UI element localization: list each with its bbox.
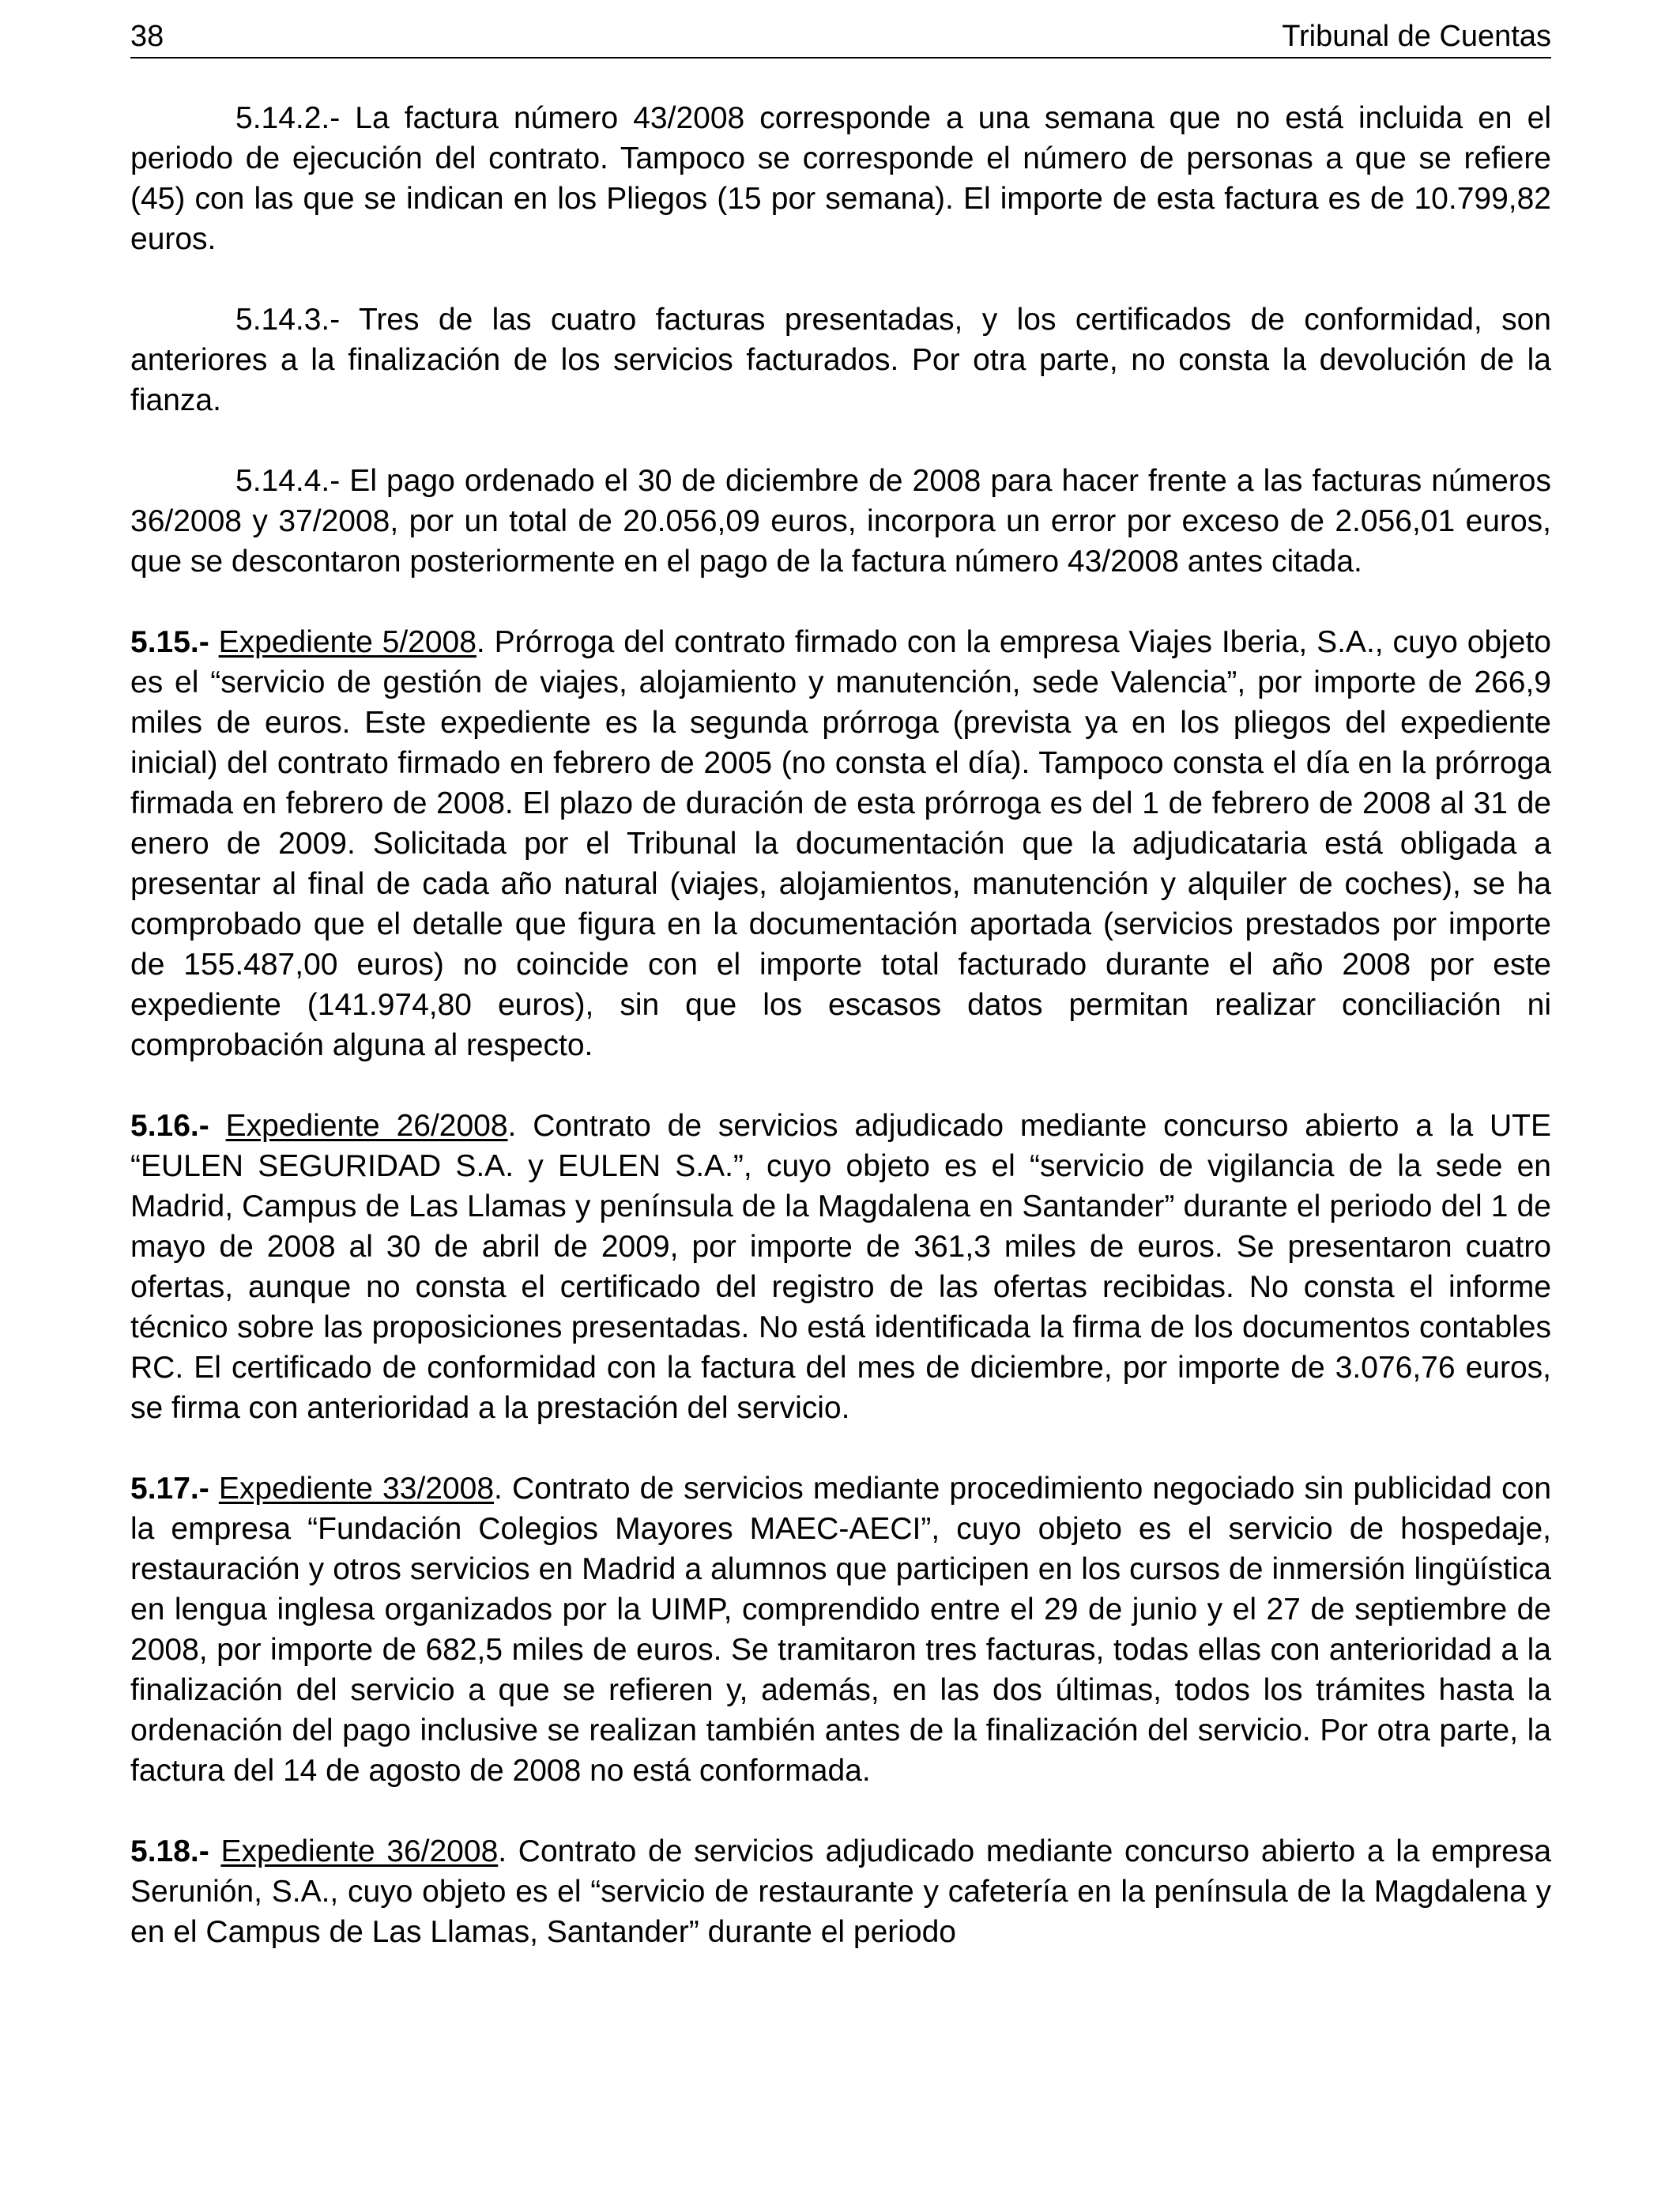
expediente-reference: Expediente 26/2008 xyxy=(225,1109,508,1143)
expediente-reference: Expediente 36/2008 xyxy=(220,1834,499,1868)
page-header xyxy=(130,16,1551,58)
header-title: Tribunal de Cuentas xyxy=(1282,20,1551,53)
paragraph-text: . Contrato de servicios mediante procedimiento negociado sin publicidad con la empresa “Fundación Colegios Mayores MAEC-AECI”, cuyo objeto es el servicio de hospedaje, restauración y otros servicios en Madrid a alumnos que participen en los cursos de inmersión lingüística en lengua inglesa organizados por la UIMP, comprendido entre el 29 de junio y el 27 de septiembre de 2008, por importe de 682,5 miles de euros. Se tramitaron tres facturas, todas ellas con anterioridad a la finalización del servicio a que se refieren y, además, en las dos últimas, todos los trámites hasta la ordenación del pago inclusive se realizan también antes de la finalización del servicio. Por otra parte, la factura del 14 de agosto de 2008 no está conformada. xyxy=(130,1472,1552,1788)
paragraph-5-16 xyxy=(130,1106,1551,1428)
paragraph-5-15 xyxy=(130,622,1551,1065)
paragraph-text: . Contrato de servicios adjudicado mediante concurso abierto a la UTE “EULEN SEGURIDAD S.A. y EULEN S.A.”, cuyo objeto es el “servicio de vigilancia de la sede en Madrid, Campus de Las Llamas y península de la Magdalena en Santander” durante el periodo del 1 de mayo de 2008 al 30 de abril de 2009, por importe de 361,3 miles de euros. Se presentaron cuatro ofertas, aunque no consta el certificado del registro de las ofertas recibidas. No consta el informe técnico sobre las proposiciones presentadas. No está identificada la firma de los documentos contables RC. El certificado de conformidad con la factura del mes de diciembre, por importe de 3.076,76 euros, se firma con anterioridad a la prestación del servicio. xyxy=(130,1109,1552,1425)
page-number: 38 xyxy=(130,20,164,53)
paragraph-5-17 xyxy=(130,1468,1551,1791)
expediente-reference: Expediente 5/2008 xyxy=(218,625,477,659)
document-body xyxy=(130,98,1551,1952)
paragraph-5-14-2: 5.14.2.- La factura número 43/2008 corresponde a una semana que no está incluida en el periodo de ejecución del contrato. Tampoco se corresponde el número de personas a que se refiere (45) con las que se indican en los Pliegos (15 por semana). El importe de esta factura es de 10.799,82 euros. xyxy=(130,101,1551,256)
section-number: 5.18.- xyxy=(130,1834,209,1868)
paragraph-text: . Contrato de servicios adjudicado mediante concurso abierto a la empresa Serunión, S.A., cuyo objeto es el “servicio de restaurante y cafetería en la península de la Magdalena y en el Campus de Las Llamas, Santander” durante el periodo xyxy=(130,1834,1552,1949)
paragraph-5-14-4: 5.14.4.- El pago ordenado el 30 de diciembre de 2008 para hacer frente a las facturas números 36/2008 y 37/2008, por un total de 20.056,09 euros, incorpora un error por exceso de 2.056,01 euros, que se descontaron posteriormente en el pago de la factura número 43/2008 antes citada. xyxy=(130,464,1551,579)
section-number: 5.15.- xyxy=(130,625,209,659)
section-number: 5.17.- xyxy=(130,1472,209,1506)
paragraph-5-18 xyxy=(130,1831,1551,1952)
paragraph-text: . Prórroga del contrato firmado con la empresa Viajes Iberia, S.A., cuyo objeto es el “servicio de gestión de viajes, alojamiento y manutención, sede Valencia”, por importe de 266,9 miles de euros. Este expediente es la segunda prórroga (prevista ya en los pliegos del expediente inicial) del contrato firmado en febrero de 2005 (no consta el día). Tampoco consta el día en la prórroga firmada en febrero de 2008. El plazo de duración de esta prórroga es del 1 de febrero de 2008 al 31 de enero de 2009. Solicitada por el Tribunal la documentación que la adjudicataria está obligada a presentar al final de cada año natural (viajes, alojamientos, manutención y alquiler de coches), se ha comprobado que el detalle que figura en la documentación aportada (servicios prestados por importe de 155.487,00 euros) no coincide con el importe total facturado durante el año 2008 por este expediente (141.974,80 euros), sin que los escasos datos permitan realizar conciliación ni comprobación alguna al respecto. xyxy=(130,625,1551,1062)
expediente-reference: Expediente 33/2008 xyxy=(218,1472,495,1506)
section-number: 5.16.- xyxy=(130,1109,209,1143)
paragraph-5-14-3: 5.14.3.- Tres de las cuatro facturas presentadas, y los certificados de conformidad, son anteriores a la finalización de los servicios facturados. Por otra parte, no consta la devolución de la fianza. xyxy=(130,303,1551,417)
